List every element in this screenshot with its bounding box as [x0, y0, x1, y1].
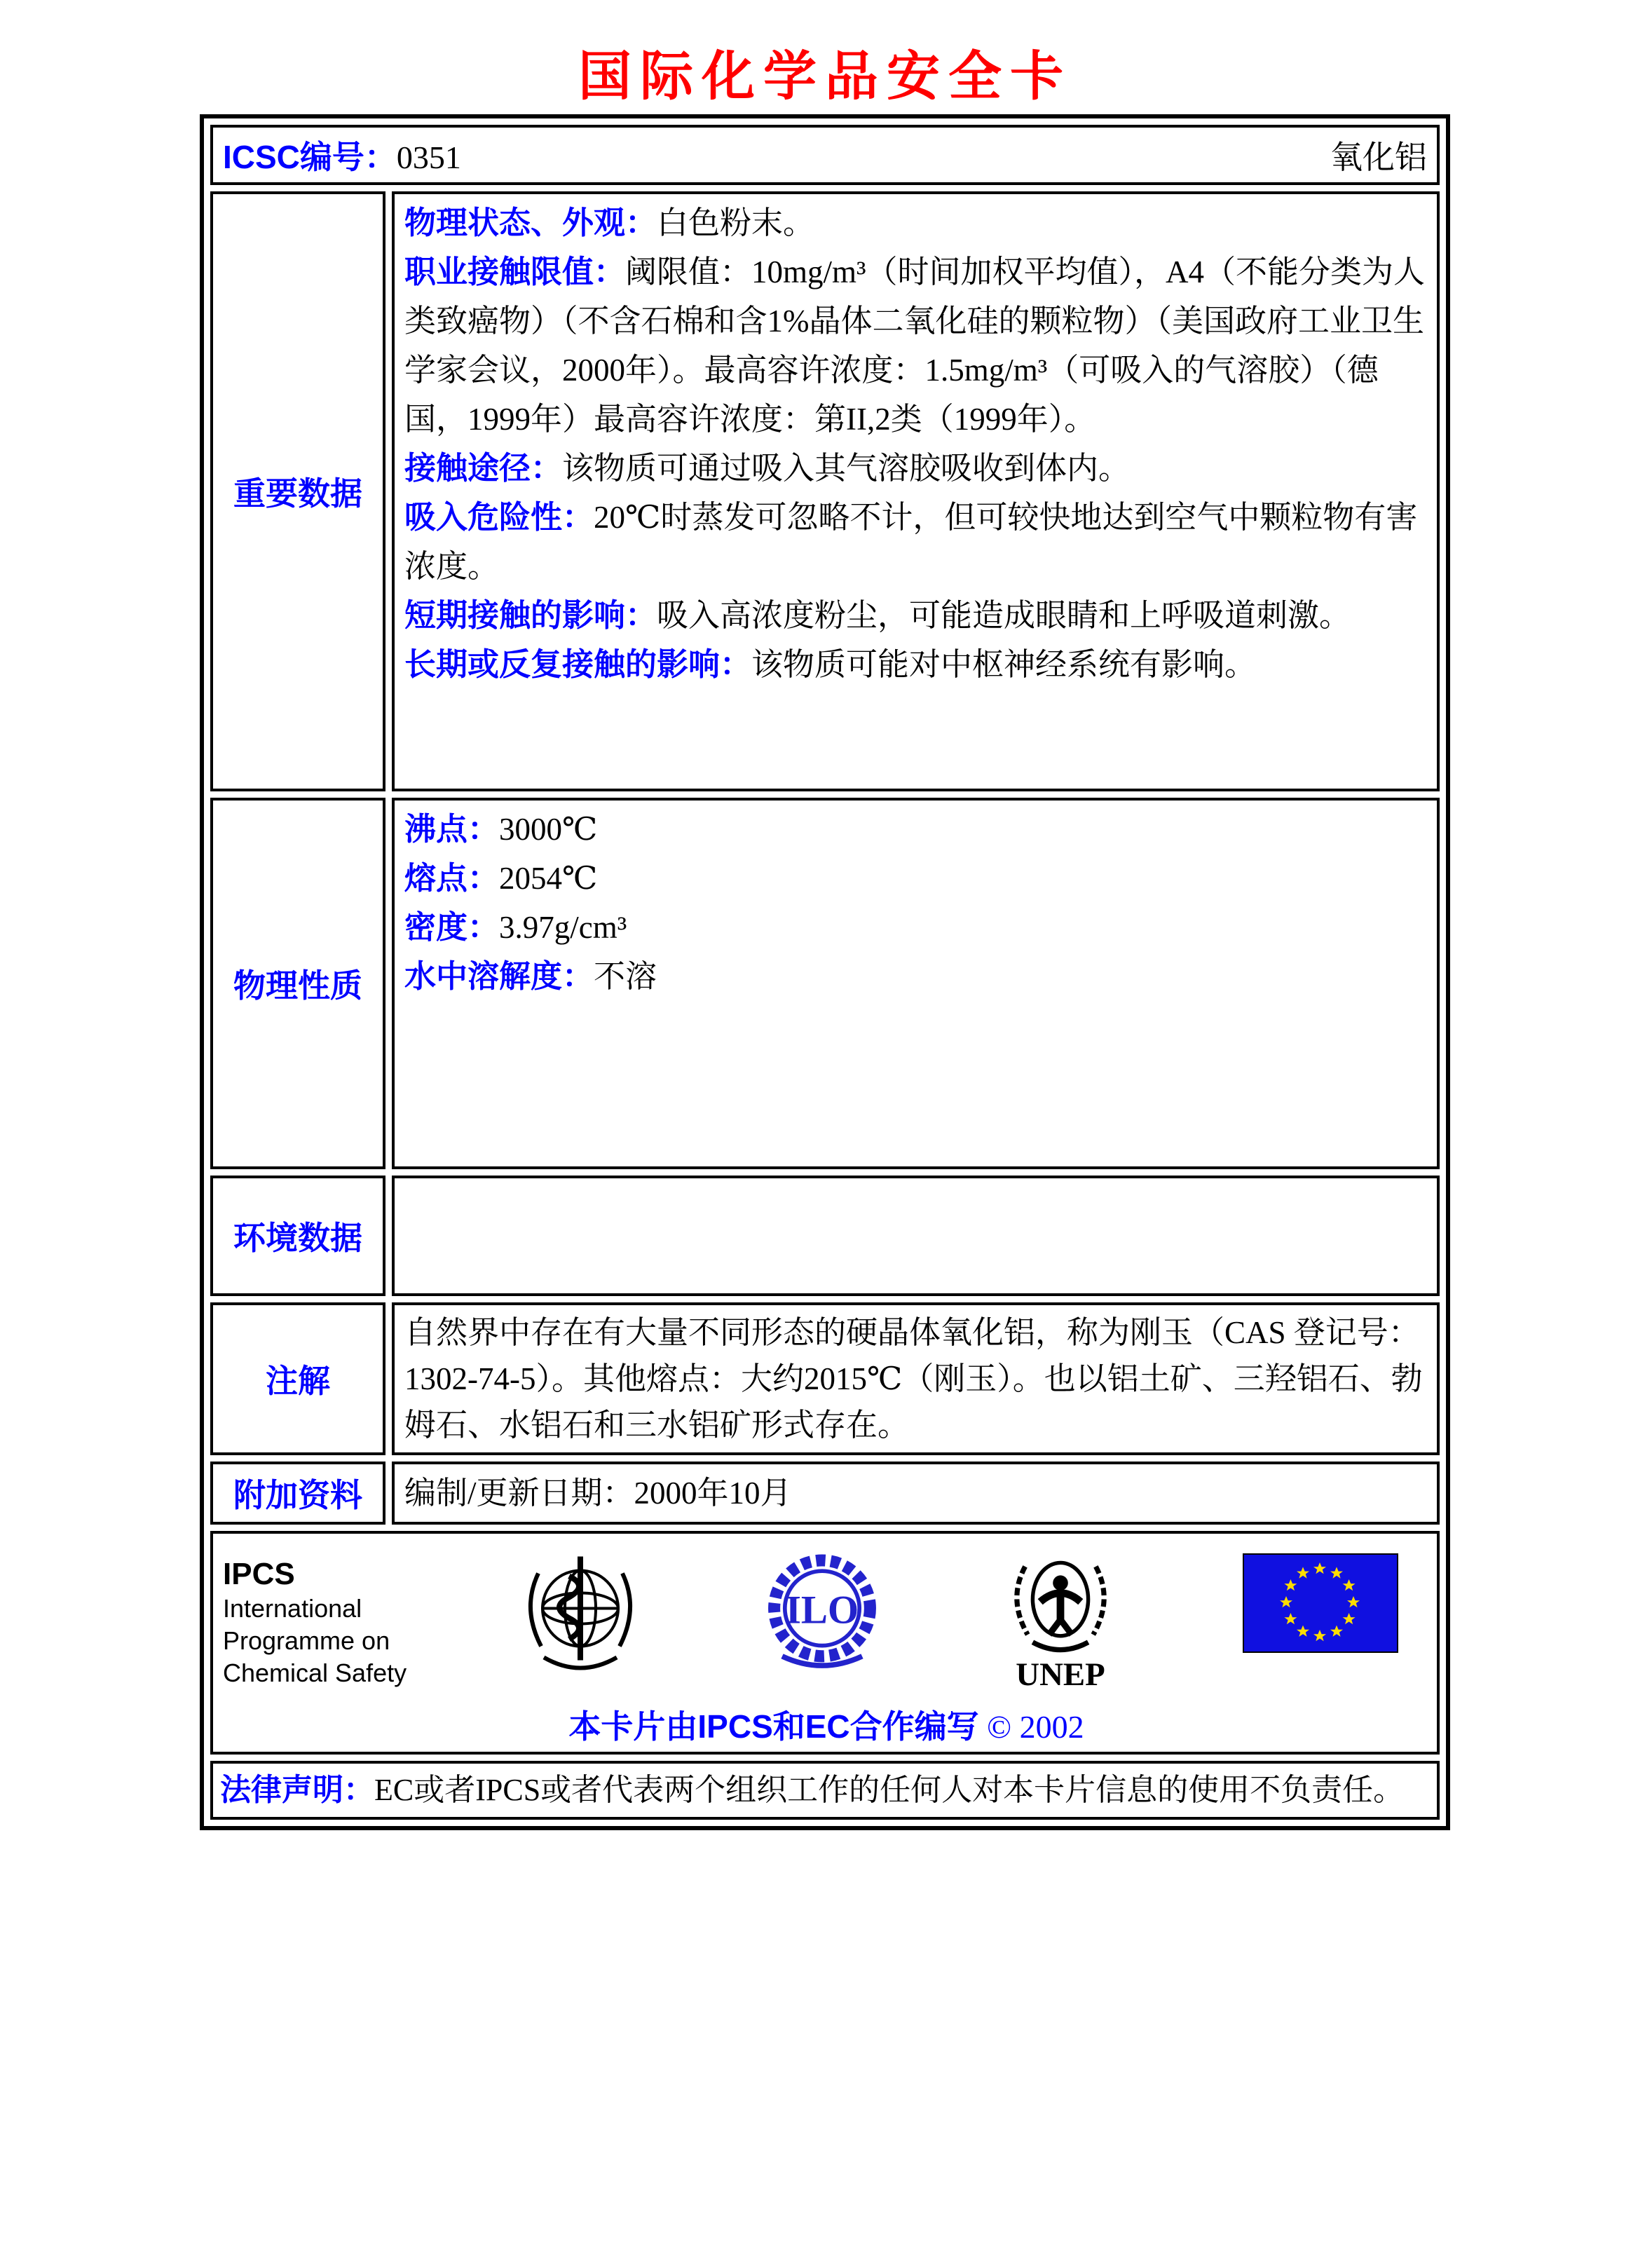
important-data-row — [210, 191, 1440, 791]
ilo-emblem-icon — [756, 1544, 889, 1684]
environmental-data-label: 环境数据 — [210, 1176, 385, 1296]
ipcs-line-1: International — [223, 1594, 362, 1623]
physical-item-boiling-point: 沸点：3000℃ — [404, 811, 598, 847]
legal-label: 法律声明： — [220, 1773, 374, 1807]
eu-flag-icon — [1243, 1553, 1398, 1653]
physical-item-melting-point: 熔点：2054℃ — [404, 860, 598, 896]
ilo-emblem-text: ILO — [785, 1588, 859, 1633]
ipcs-acronym: IPCS — [223, 1557, 295, 1591]
important-item-routes: 接触途径：该物质可通过吸入其气溶胶吸收到体内。 — [404, 450, 1131, 486]
caption-text: 本卡片由IPCS和EC合作编写 — [568, 1708, 979, 1745]
important-item-long-term: 长期或反复接触的影响：该物质可能对中枢神经系统有影响。 — [404, 646, 1257, 682]
ipcs-line-3: Chemical Safety — [223, 1658, 407, 1687]
important-data-label: 重要数据 — [210, 191, 385, 791]
physical-item-density: 密度：3.97g/cm³ — [404, 909, 627, 945]
physical-item-water-solubility: 水中溶解度：不溶 — [404, 958, 657, 994]
ipcs-text-block — [223, 1556, 433, 1689]
additional-info-content: 编制/更新日期：2000年10月 — [392, 1462, 1440, 1525]
additional-info-row — [210, 1462, 1440, 1525]
logos-cell — [210, 1531, 1440, 1755]
icsc-number-value: 0351 — [396, 139, 461, 175]
physical-properties-row — [210, 798, 1440, 1169]
notes-row — [210, 1302, 1440, 1455]
legal-text: EC或者IPCS或者代表两个组织工作的任何人对本卡片信息的使用不负责任。 — [374, 1773, 1405, 1807]
header-row — [210, 125, 1440, 185]
caption-line — [223, 1701, 1430, 1748]
environmental-data-content — [392, 1176, 1440, 1296]
ipcs-line-2: Programme on — [223, 1626, 390, 1655]
chemical-name: 氧化铝 — [1330, 139, 1427, 175]
icsc-number-label: ICSC编号： — [223, 139, 397, 175]
important-item-appearance: 物理状态、外观：白色粉末。 — [404, 205, 815, 240]
environmental-data-row — [210, 1176, 1440, 1296]
who-emblem-icon — [510, 1544, 650, 1687]
physical-properties-content — [392, 798, 1440, 1169]
page-title: 国际化学品安全卡 — [578, 45, 1072, 107]
important-item-short-term: 短期接触的影响：吸入高浓度粉尘，可能造成眼睛和上呼吸道刺激。 — [404, 597, 1351, 633]
additional-info-label: 附加资料 — [210, 1462, 385, 1525]
legal-row — [210, 1761, 1440, 1820]
logos-strip — [223, 1544, 1430, 1694]
caption-copyright: © 2002 — [987, 1709, 1084, 1745]
header-cell — [210, 125, 1440, 185]
unep-emblem-text: UNEP — [1016, 1656, 1105, 1693]
legal-cell — [210, 1761, 1440, 1820]
unep-emblem-icon — [997, 1544, 1124, 1694]
physical-properties-label: 物理性质 — [210, 798, 385, 1169]
important-item-exposure-limits: 职业接触限值：阈限值：10mg/m³（时间加权平均值），A4（不能分类为人类致癌物）（不含石棉和含1%晶体二氧化硅的颗粒物）（美国政府工业卫生学家会议，2000年）。最高容许浓度：1.5mg/m³（可吸入的气溶胶）（德国，1999年）最高容许浓度：第II,2类（1999年）。 — [404, 254, 1426, 437]
logos-row — [210, 1531, 1440, 1755]
notes-content: 自然界中存在有大量不同形态的硬晶体氧化铝，称为刚玉（CAS 登记号：1302-74-5）。其他熔点：大约2015℃（刚玉）。也以铝土矿、三羟铝石、勃姆石、水铝石和三水铝矿形式存在。 — [392, 1302, 1440, 1455]
icsc-card-table — [200, 114, 1450, 1830]
important-item-inhalation-risk: 吸入危险性：20℃时蒸发可忽略不计，但可较快地达到空气中颗粒物有害浓度。 — [404, 499, 1418, 584]
important-data-content — [392, 191, 1440, 791]
notes-label: 注解 — [210, 1302, 385, 1455]
